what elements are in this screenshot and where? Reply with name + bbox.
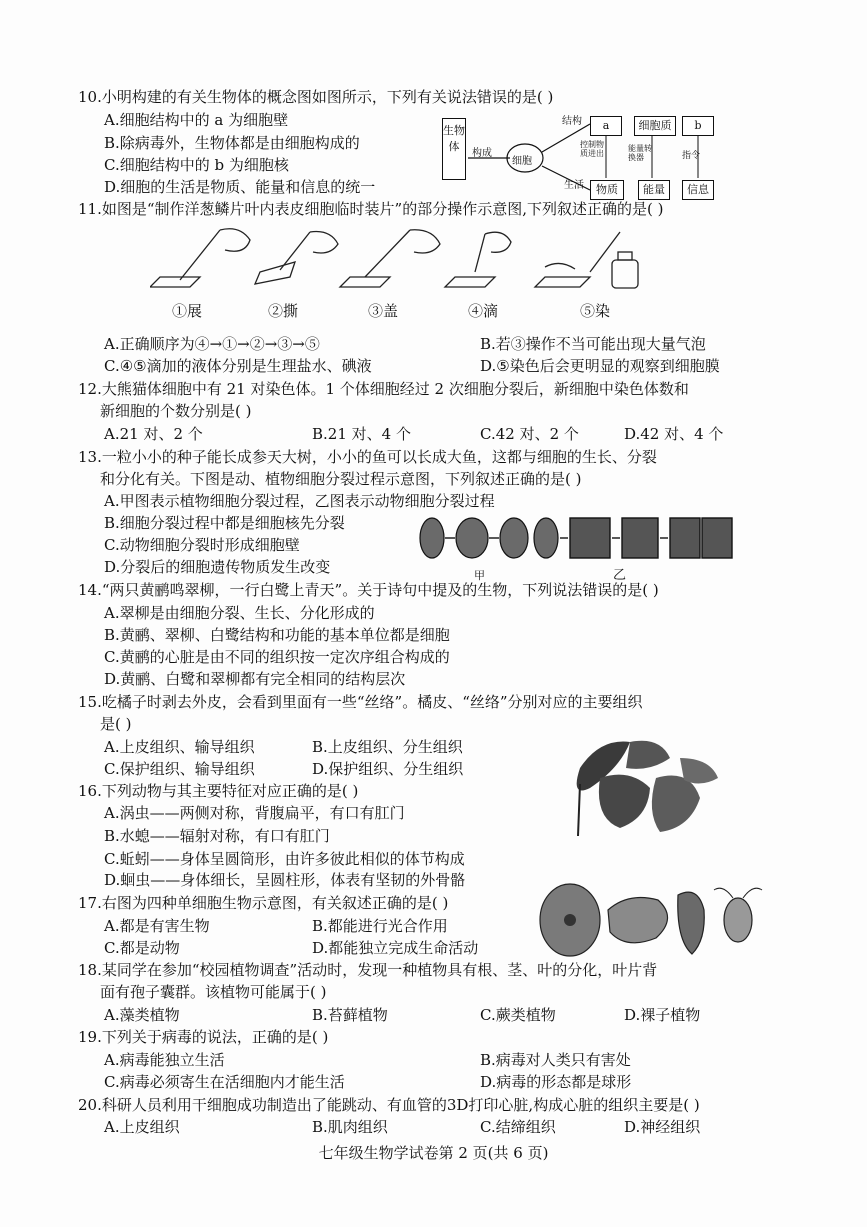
q11-stem: 11.如图是“制作洋葱鳞片叶内表皮细胞临时装片”的部分操作示意图,下列叙述正确的是( ) bbox=[78, 200, 664, 218]
q13-option-c: C.动物细胞分裂时形成细胞壁 bbox=[104, 536, 300, 554]
box-info: 信息 bbox=[682, 180, 714, 200]
box-energy: 能量 bbox=[638, 180, 670, 200]
cell-node: 细胞 bbox=[512, 156, 532, 167]
q18-option-c: C.蕨类植物 bbox=[480, 1006, 556, 1024]
q19-option-c: C.病毒必须寄生在活细胞内才能生活 bbox=[104, 1073, 345, 1091]
q14-option-c: C.黄鹂的心脏是由不同的组织按一定次序组合构成的 bbox=[104, 648, 450, 666]
q13-option-a: A.甲图表示植物细胞分裂过程，乙图表示动物细胞分裂过程 bbox=[104, 492, 495, 510]
box-a: a bbox=[590, 116, 622, 136]
q15-stem-line1: 15.吃橘子时剥去外皮，会看到里面有一些“丝络”。橘皮、“丝络”分别对应的主要组织 bbox=[78, 693, 643, 711]
q12-option-d: D.42 对、4 个 bbox=[624, 425, 724, 443]
q14-option-a: A.翠柳是由细胞分裂、生长、分化形成的 bbox=[104, 604, 375, 622]
q10-concept-diagram bbox=[440, 110, 740, 202]
organism-box: 生物体 bbox=[442, 118, 466, 180]
q13-option-d: D.分裂后的细胞遗传物质发生改变 bbox=[104, 558, 331, 576]
q18-option-b: B.苔藓植物 bbox=[312, 1006, 388, 1024]
q15-stem-line2: 是( ) bbox=[100, 715, 132, 733]
orange-peel-image bbox=[560, 728, 720, 838]
page-footer: 七年级生物学试卷第 2 页(共 6 页) bbox=[318, 1144, 549, 1162]
q13-cell-division-figure bbox=[418, 514, 740, 562]
label-structure: 结构 bbox=[562, 116, 582, 127]
q16-stem: 16.下列动物与其主要特征对应正确的是( ) bbox=[78, 782, 359, 800]
q14-option-b: B.黄鹂、翠柳、白鹭结构和功能的基本单位都是细胞 bbox=[104, 626, 450, 644]
q15-option-a: A.上皮组织、输导组织 bbox=[104, 738, 255, 756]
q16-option-b: B.水螅——辐射对称，有口有肛门 bbox=[104, 827, 330, 845]
q20-option-c: C.结缔组织 bbox=[480, 1118, 556, 1136]
q15-option-c: C.保护组织、输导组织 bbox=[104, 760, 255, 778]
q10-option-d: D.细胞的生活是物质、能量和信息的统一 bbox=[104, 178, 376, 196]
q17-option-c: C.都是动物 bbox=[104, 939, 180, 957]
step-5-label: ⑤染 bbox=[580, 302, 611, 320]
q11-option-b: B.若③操作不当可能出现大量气泡 bbox=[480, 335, 706, 353]
q10-option-b: B.除病毒外，生物体都是由细胞构成的 bbox=[104, 134, 360, 152]
step-4-label: ④滴 bbox=[468, 302, 499, 320]
q20-option-b: B.肌肉组织 bbox=[312, 1118, 388, 1136]
label-command: 指令 bbox=[682, 151, 701, 161]
q11-option-c: C.④⑤滴加的液体分别是生理盐水、碘液 bbox=[104, 357, 372, 375]
q17-option-d: D.都能独立完成生命活动 bbox=[312, 939, 479, 957]
q14-option-d: D.黄鹂、白鹭和翠柳都有完全相同的结构层次 bbox=[104, 670, 406, 688]
q17-stem: 17.右图为四种单细胞生物示意图，有关叙述正确的是( ) bbox=[78, 894, 449, 912]
label-life: 生活 bbox=[564, 180, 584, 191]
label-constitute: 构成 bbox=[472, 148, 492, 159]
q19-option-b: B.病毒对人类只有害处 bbox=[480, 1051, 631, 1069]
step-3-drawing bbox=[340, 230, 440, 287]
q18-stem-line2: 面有孢子囊群。该植物可能属于( ) bbox=[100, 983, 327, 1001]
q13-option-b: B.细胞分裂过程中都是细胞核先分裂 bbox=[104, 514, 345, 532]
q19-option-d: D.病毒的形态都是球形 bbox=[480, 1073, 632, 1091]
q16-option-d: D.蛔虫——身体细长，呈圆柱形，体表有坚韧的外骨骼 bbox=[104, 871, 466, 889]
box-matter: 物质 bbox=[590, 180, 624, 200]
box-b: b bbox=[682, 116, 714, 136]
q12-option-b: B.21 对、4 个 bbox=[312, 425, 411, 443]
q18-option-a: A.藻类植物 bbox=[104, 1006, 180, 1024]
q17-option-a: A.都是有害生物 bbox=[104, 917, 210, 935]
q12-stem-line1: 12.大熊猫体细胞中有 21 对染色体。1 个体细胞经过 2 次细胞分裂后，新细胞中染色体数和 bbox=[78, 380, 689, 398]
q12-stem-line2: 新细胞的个数分别是( ) bbox=[100, 402, 252, 420]
step-5-drawing bbox=[535, 232, 638, 288]
q13-stem-line1: 13.一粒小小的种子能长成参天大树，小小的鱼可以长成大鱼，这都与细胞的生长、分裂 bbox=[78, 448, 657, 466]
q11-option-a: A.正确顺序为④→①→②→③→⑤ bbox=[104, 335, 320, 353]
q13-stem-line2: 和分化有关。下图是动、植物细胞分裂过程示意图，下列叙述正确的是( ) bbox=[100, 470, 582, 488]
label-energy-converter: 能量转换器 bbox=[628, 144, 652, 162]
label-jia: 甲 bbox=[474, 569, 485, 582]
single-cell-organisms-figure bbox=[528, 880, 768, 960]
step-1-drawing bbox=[150, 229, 250, 287]
q15-option-d: D.保护组织、分生组织 bbox=[312, 760, 464, 778]
q19-stem: 19.下列关于病毒的说法，正确的是( ) bbox=[78, 1028, 329, 1046]
step-2-label: ②撕 bbox=[268, 302, 299, 320]
box-wall: 细胞质 bbox=[634, 116, 676, 136]
q14-stem: 14.“两只黄鹂鸣翠柳，一行白鹭上青天”。关于诗句中提及的生物，下列说法错误的是( ) bbox=[78, 581, 659, 599]
q18-option-d: D.裸子植物 bbox=[624, 1006, 701, 1024]
q12-option-c: C.42 对、2 个 bbox=[480, 425, 579, 443]
step-4-drawing bbox=[445, 232, 511, 287]
q11-option-d: D.⑤染色后会更明显的观察到细胞膜 bbox=[480, 357, 720, 375]
q17-option-b: B.都能进行光合作用 bbox=[312, 917, 448, 935]
q18-stem-line1: 18.某同学在参加“校园植物调查”活动时，发现一种植物具有根、茎、叶的分化，叶片背 bbox=[78, 961, 658, 979]
q20-stem: 20.科研人员利用干细胞成功制造出了能跳动、有血管的3D打印心脏,构成心脏的组织主要是( ) bbox=[78, 1096, 700, 1114]
q16-option-c: C.蚯蚓——身体呈圆筒形，由许多彼此相似的体节构成 bbox=[104, 850, 465, 868]
q16-option-a: A.涡虫——两侧对称，背腹扁平，有口有肛门 bbox=[104, 804, 405, 822]
q15-option-b: B.上皮组织、分生组织 bbox=[312, 738, 463, 756]
q20-option-a: A.上皮组织 bbox=[104, 1118, 180, 1136]
q10-option-c: C.细胞结构中的 b 为细胞核 bbox=[104, 156, 289, 174]
q11-operation-illustrations bbox=[150, 222, 650, 292]
amoeba-like-cell bbox=[540, 884, 600, 956]
step-3-label: ③盖 bbox=[368, 302, 399, 320]
q10-option-a: A.细胞结构中的 a 为细胞壁 bbox=[104, 111, 289, 129]
label-yi: 乙 bbox=[613, 568, 627, 583]
euglena-like-cell bbox=[678, 892, 704, 954]
q10-stem: 10.小明构建的有关生物体的概念图如图所示，下列有关说法错误的是( ) bbox=[78, 88, 554, 106]
paramecium-cell bbox=[608, 898, 668, 943]
q12-option-a: A.21 对、2 个 bbox=[104, 425, 203, 443]
q20-option-d: D.神经组织 bbox=[624, 1118, 701, 1136]
step-2-drawing bbox=[255, 232, 338, 285]
step-1-label: ①展 bbox=[172, 302, 203, 320]
chlamydomonas-cell bbox=[714, 888, 762, 942]
q19-option-a: A.病毒能独立生活 bbox=[104, 1051, 225, 1069]
label-control: 控制物质进出 bbox=[580, 140, 604, 158]
